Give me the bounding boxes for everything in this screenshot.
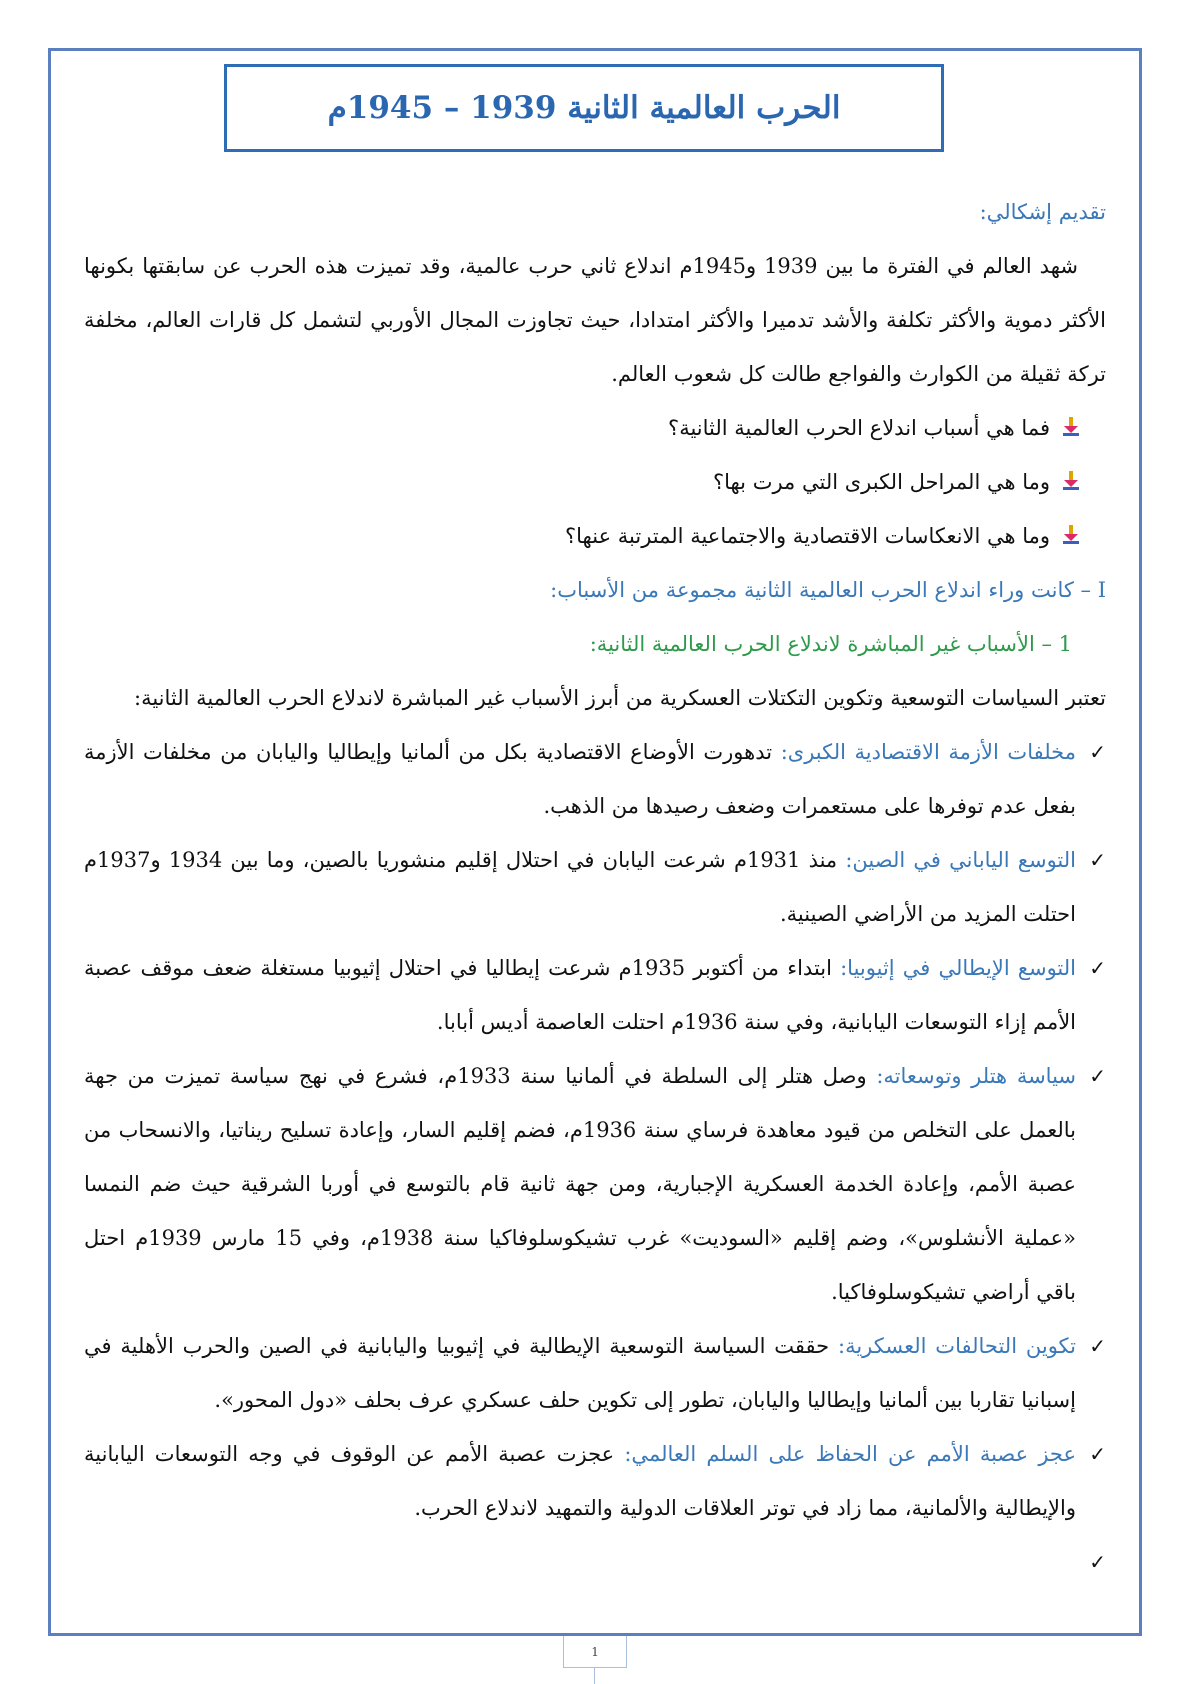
footer-divider bbox=[594, 1668, 595, 1684]
list-item bbox=[84, 1319, 1106, 1427]
item-label: التوسع الياباني في الصين: bbox=[845, 848, 1076, 872]
document-body bbox=[84, 185, 1106, 1589]
check-icon: ✓ bbox=[1089, 740, 1106, 764]
check-icon: ✓ bbox=[1089, 1550, 1106, 1574]
check-icon: ✓ bbox=[1089, 848, 1106, 872]
intro-paragraph: شهد العالم في الفترة ما بين 1939 و1945م اندلاع ثاني حرب عالمية، وقد تميزت هذه الحرب عن سابقتها بكونها الأكثر دموية والأكثر تكلفة والأشد تدميرا والأكثر امتدادا، حيث تجاوزت المجال الأوربي لتشمل كل قارات العالم، مخلفة تركة ثقيلة من الكوارث والفواجع طالت كل شعوب العالم. bbox=[84, 254, 1106, 386]
title-box bbox=[224, 64, 944, 152]
arrow-bullet-icon bbox=[1062, 471, 1080, 491]
item-text: وصل هتلر إلى السلطة في ألمانيا سنة 1933م، فشرع في نهج سياسة تميزت من جهة بالعمل على التخلص من قيود معاهدة فرساي سنة 1936م، فضم إقليم السار، وإعادة تسليح ريناتيا، والانسحاب من عصبة الأمم، وإعادة الخدمة العسكرية الإجبارية، ومن جهة ثانية قام بالتوسع في أوربا الشرقية حيث ضم النمسا «عملية الأنشلوس»، وضم إقليم «السوديت» غرب تشيكوسلوفاكيا سنة 1938م، وفي 15 مارس 1939م احتل باقي أراضي تشيكوسلوفاكيا. bbox=[84, 1064, 1076, 1304]
list-item bbox=[84, 941, 1106, 1049]
item-label: تكوين التحالفات العسكرية: bbox=[838, 1334, 1076, 1358]
list-item bbox=[84, 725, 1106, 833]
check-icon: ✓ bbox=[1089, 1334, 1106, 1358]
item-label: سياسة هتلر وتوسعاته: bbox=[876, 1064, 1077, 1088]
list-item bbox=[84, 833, 1106, 941]
arrow-bullet-icon bbox=[1062, 417, 1080, 437]
check-icon: ✓ bbox=[1089, 1064, 1106, 1088]
list-item: وما هي الانعكاسات الاقتصادية والاجتماعية المترتبة عنها؟ bbox=[84, 509, 1080, 563]
item-label: عجز عصبة الأمم عن الحفاظ على السلم العالمي: bbox=[624, 1442, 1076, 1466]
check-icon: ✓ bbox=[1089, 1442, 1106, 1466]
question-list bbox=[84, 401, 1106, 563]
section-lead: تعتبر السياسات التوسعية وتكوين التكتلات العسكرية من أبرز الأسباب غير المباشرة لاندلاع الحرب العالمية الثانية: bbox=[134, 686, 1106, 710]
page-number: 1 bbox=[563, 1636, 627, 1668]
item-text: منذ 1931م شرعت اليابان في احتلال إقليم منشوريا بالصين، وما بين 1934 و1937م احتلت المزيد من الأراضي الصينية. bbox=[84, 848, 1076, 926]
list-item: فما هي أسباب اندلاع الحرب العالمية الثانية؟ bbox=[84, 401, 1080, 455]
item-text: حققت السياسة التوسعية الإيطالية في إثيوبيا واليابانية في الصين والحرب الأهلية في إسبانيا تقاربا بين ألمانيا وإيطاليا واليابان، تطور إلى تكوين حلف عسكري عرف بحلف «دول المحور». bbox=[84, 1334, 1076, 1412]
item-label: مخلفات الأزمة الاقتصادية الكبرى: bbox=[780, 740, 1076, 764]
sub-heading: 1 – الأسباب غير المباشرة لاندلاع الحرب العالمية الثانية: bbox=[589, 632, 1072, 656]
list-item bbox=[84, 1049, 1106, 1319]
check-icon: ✓ bbox=[1089, 956, 1106, 980]
causes-list bbox=[84, 725, 1106, 1589]
arrow-bullet-icon bbox=[1062, 525, 1080, 545]
list-item bbox=[84, 1427, 1106, 1535]
item-text: تدهورت الأوضاع الاقتصادية بكل من ألمانيا وإيطاليا واليابان من مخلفات الأزمة بفعل عدم توفرها على مستعمرات وضعف رصيدها من الذهب. bbox=[84, 740, 1076, 818]
list-item: وما هي المراحل الكبرى التي مرت بها؟ bbox=[84, 455, 1080, 509]
item-label: التوسع الإيطالي في إثيوبيا: bbox=[840, 956, 1076, 980]
list-item bbox=[84, 1535, 1106, 1589]
section-heading: I – كانت وراء اندلاع الحرب العالمية الثانية مجموعة من الأسباب: bbox=[550, 578, 1106, 602]
page-title: الحرب العالمية الثانية 1939 – 1945م bbox=[327, 90, 841, 126]
intro-heading: تقديم إشكالي: bbox=[979, 200, 1106, 224]
item-text: ابتداء من أكتوبر 1935م شرعت إيطاليا في احتلال إثيوبيا مستغلة ضعف موقف عصبة الأمم إزاء التوسعات اليابانية، وفي سنة 1936م احتلت العاصمة أديس أبابا. bbox=[84, 956, 1076, 1034]
item-text: عجزت عصبة الأمم عن الوقوف في وجه التوسعات اليابانية والإيطالية والألمانية، مما زاد في توتر العلاقات الدولية والتمهيد لاندلاع الحرب. bbox=[84, 1442, 1076, 1520]
